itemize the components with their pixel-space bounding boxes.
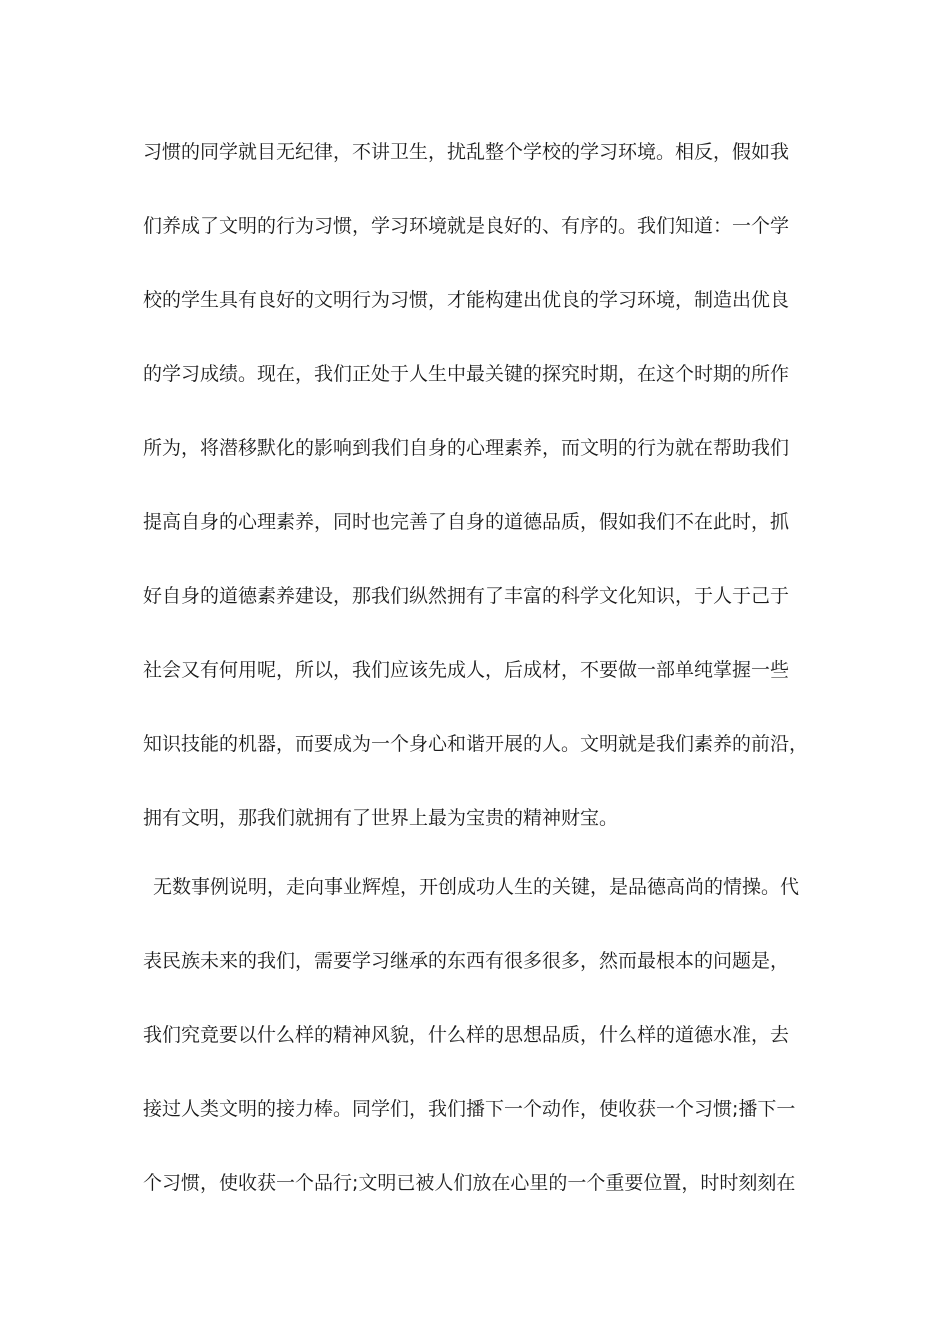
text-line: 接过人类文明的接力棒。同学们，我们播下一个动作，使收获一个习惯;播下一 [143,1098,796,1120]
text-line: 们养成了文明的行为习惯，学习环境就是良好的、有序的。我们知道：一个学 [143,215,790,237]
paragraph-2 [143,876,823,1246]
text-line: 提高自身的心理素养，同时也完善了自身的道德品质，假如我们不在此时，抓 [143,511,790,533]
text-line: 所为，将潜移默化的影响到我们自身的心理素养，而文明的行为就在帮助我们 [143,437,790,459]
text-line: 我们究竟要以什么样的精神风貌，什么样的思想品质，什么样的道德水准，去 [143,1024,790,1046]
text-line: 好自身的道德素养建设，那我们纵然拥有了丰富的科学文化知识，于人于己于 [143,585,790,607]
text-line: 的学习成绩。现在，我们正处于人生中最关键的探究时期，在这个时期的所作 [143,363,790,385]
text-line: 个习惯，使收获一个品行;文明已被人们放在心里的一个重要位置，时时刻刻在 [143,1172,796,1194]
text-line: 知识技能的机器，而要成为一个身心和谐开展的人。文明就是我们素养的前沿， [143,733,809,755]
text-line: 拥有文明，那我们就拥有了世界上最为宝贵的精神财宝。 [143,807,619,829]
text-line: 表民族未来的我们，需要学习继承的东西有很多很多，然而最根本的问题是， [143,950,790,972]
text-line: 无数事例说明，走向事业辉煌，开创成功人生的关键，是品德高尚的情操。代 [153,876,800,898]
text-line: 校的学生具有良好的文明行为习惯，才能构建出优良的学习环境，制造出优良 [143,289,790,311]
text-line: 习惯的同学就目无纪律，不讲卫生，扰乱整个学校的学习环境。相反，假如我 [143,141,790,163]
paragraph-1 [143,141,823,859]
text-line: 社会又有何用呢，所以，我们应该先成人，后成材，不要做一部单纯掌握一些 [143,659,790,681]
